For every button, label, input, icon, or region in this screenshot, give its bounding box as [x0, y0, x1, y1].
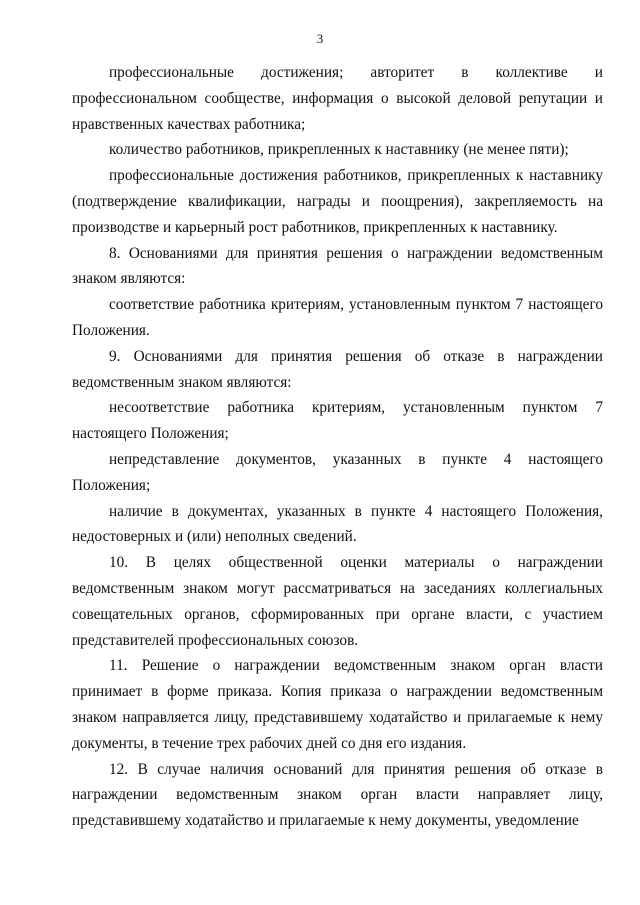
paragraph-item-9: 9. Основаниями для принятия решения об отказе в награждении ведомственным знаком являются: — [72, 347, 603, 391]
paragraph-item-12: 12. В случае наличия оснований для принятия решения об отказе в награждении ведомственным знаком орган власти направляет лицу, представившему ходатайство и прилагаемые к нему документы, уведомление — [72, 760, 603, 830]
paragraph-item-11: 11. Решение о награждении ведомственным знаком орган власти принимает в форме приказа. Копия приказа о награждении ведомственным знаком направляется лицу, представившему ходатайство и прилагаемые к нему документы, в течение трех рабочих дней со дня его издания. — [72, 657, 603, 752]
paragraph-item-9-noncompliance: несоответствие работника критериям, установленным пунктом 7 настоящего Положения; — [72, 399, 603, 443]
paragraph-criteria-mentees-achievements: профессиональные достижения работников, прикрепленных к наставнику (подтверждение квалификации, награды и поощрения), закрепляемость на производстве и карьерный рост работников, прикрепленных к наставнику. — [72, 167, 603, 236]
page-number: 3 — [316, 31, 324, 46]
paragraph-item-10: 10. В целях общественной оценки материалы о награждении ведомственным знаком могут рассматриваться на заседаниях коллегиальных совещательных органов, сформированных при органе власти, с участием представителей профессиональных союзов. — [72, 554, 603, 649]
paragraph-item-9-invalid-information: наличие в документах, указанных в пункте 4 настоящего Положения, недостоверных и (или) неполных сведений. — [72, 502, 603, 546]
paragraph-criteria-mentees-count: количество работников, прикрепленных к наставнику (не менее пяти); — [109, 141, 569, 159]
paragraph-item-8: 8. Основаниями для принятия решения о награждении ведомственным знаком являются: — [72, 244, 603, 288]
paragraph-criteria-achievements: профессиональные достижения; авторитет в коллективе и профессиональном сообществе, информация о высокой деловой репутации и нравственных качествах работника; — [72, 64, 603, 133]
paragraph-item-8-compliance: соответствие работника критериям, установленным пунктом 7 настоящего Положения. — [72, 296, 603, 339]
paragraph-item-9-missing-documents: непредставление документов, указанных в пункте 4 настоящего Положения; — [72, 450, 603, 494]
document-body — [72, 60, 603, 834]
